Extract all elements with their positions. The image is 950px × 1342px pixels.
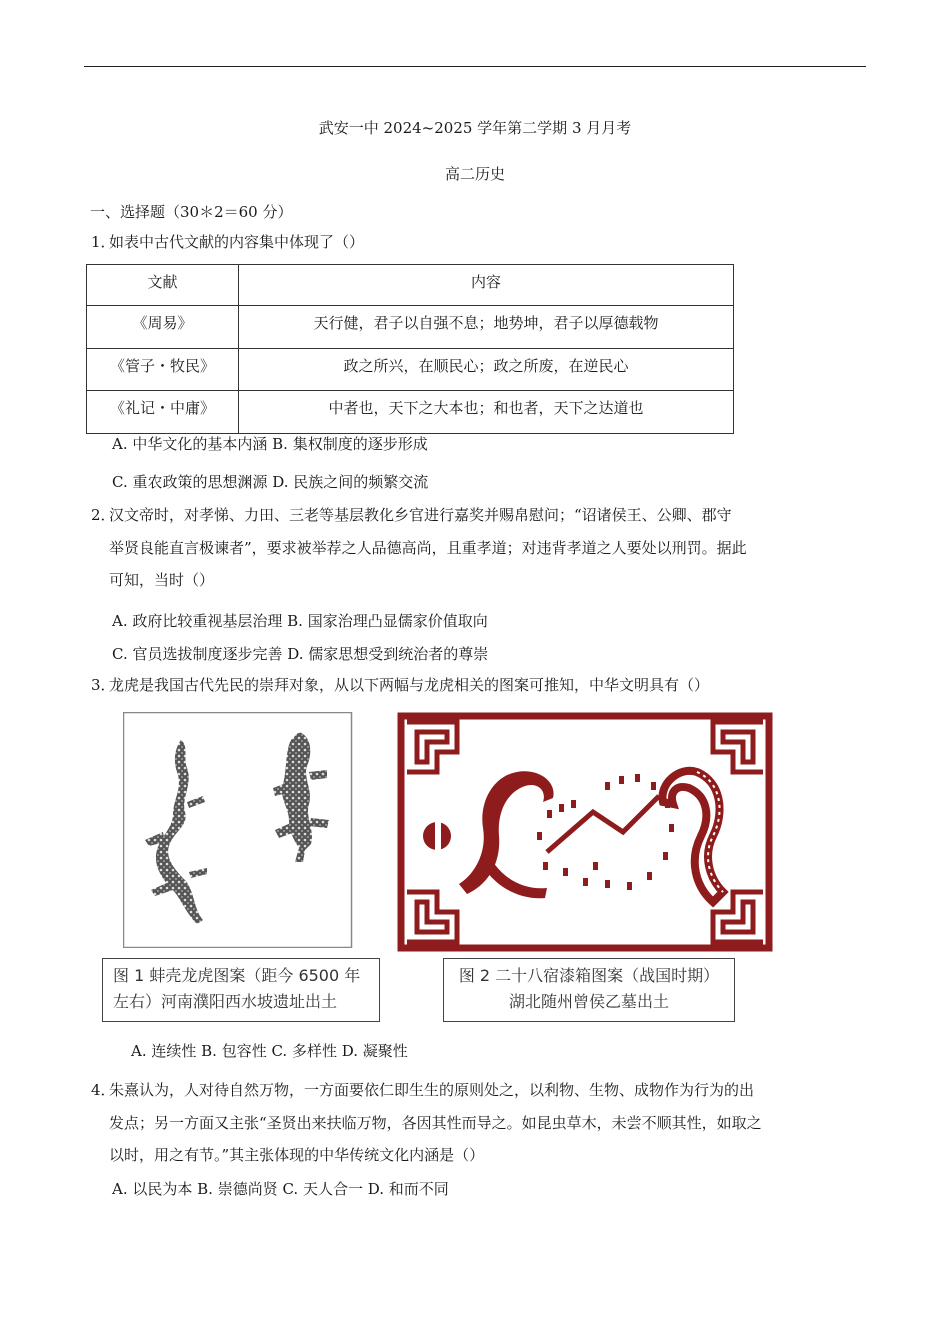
caption-line: 图 1 蚌壳龙虎图案（距今 6500 年: [113, 966, 361, 985]
table-cell: 《周易》: [87, 306, 239, 349]
figure-2-lacquer-box-image: [397, 712, 773, 952]
section-heading: 一、选择题（30＊2＝60 分）: [90, 203, 293, 221]
question-2-options-1: A. 政府比较重视基层治理 B. 国家治理凸显儒家价值取向: [112, 612, 488, 630]
caption-line: 左右）河南濮阳西水坡遗址出土: [113, 992, 338, 1011]
caption-line: 图 2 二十八宿漆箱图案（战国时期）: [458, 966, 720, 985]
figure-1-caption: [102, 958, 380, 1022]
question-1-options-2: C. 重农政策的思想渊源 D. 民族之间的频繁交流: [112, 473, 429, 491]
question-number: 2．: [91, 506, 116, 524]
question-text: 发点；另一方面又主张“圣贤出来扶临万物，各因其性而导之。如昆虫草木，未尝不顺其性，如取之: [109, 1113, 762, 1132]
literature-table: [86, 264, 734, 434]
table-cell: 天行健，君子以自强不息；地势坤，君子以厚德载物: [239, 306, 734, 349]
exam-title: 武安一中 2024~2025 学年第二学期 3 月月考: [318, 119, 632, 137]
question-4-stem: [91, 1074, 843, 1172]
table-cell: 中者也，天下之大本也；和也者，天下之达道也: [239, 391, 734, 434]
question-3-stem: [91, 669, 843, 702]
table-row: [87, 349, 734, 391]
header-rule: [84, 66, 866, 67]
table-cell: 《礼记・中庸》: [87, 391, 239, 434]
table-cell: 政之所兴，在顺民心；政之所废，在逆民心: [239, 349, 734, 391]
table-cell: 《管子・牧民》: [87, 349, 239, 391]
table-header-cell: 文献: [87, 265, 239, 306]
question-1-stem: [91, 226, 843, 259]
question-4-options: A. 以民为本 B. 崇德尚贤 C. 天人合一 D. 和而不同: [112, 1180, 449, 1198]
question-1-options-1: A. 中华文化的基本内涵 B. 集权制度的逐步形成: [112, 435, 428, 453]
exam-subject: 高二历史: [444, 165, 505, 183]
figure-1-dragon-tiger-image: [123, 712, 353, 948]
question-2-stem: [91, 499, 843, 597]
table-row: [87, 306, 734, 349]
question-text: 可知，当时（）: [109, 571, 215, 589]
question-2-options-2: C. 官员选拔制度逐步完善 D. 儒家思想受到统治者的尊崇: [112, 645, 489, 663]
question-3-options: A. 连续性 B. 包容性 C. 多样性 D. 凝聚性: [131, 1042, 408, 1060]
question-text: 朱熹认为，人对待自然万物，一方面要依仁即生生的原则处之，以利物、生物、成物作为行为的出: [109, 1081, 755, 1099]
question-text: 以时，用之有节。”其主张体现的中华传统文化内涵是（）: [109, 1146, 485, 1164]
question-text: 汉文帝时，对孝悌、力田、三老等基层教化乡官进行嘉奖并赐帛慰问；“诏诸侯王、公卿、郡守: [109, 506, 732, 524]
table-header-cell: 内容: [239, 265, 734, 306]
question-number: 1．: [91, 233, 116, 251]
question-text: 举贤良能直言极谏者”，要求被举荐之人品德高尚，且重孝道；对违背孝道之人要处以刑罚。据此: [109, 538, 747, 557]
question-text: 如表中古代文献的内容集中体现了（）: [109, 233, 365, 251]
caption-line: 湖北随州曾侯乙墓出土: [508, 992, 669, 1011]
question-number: 4．: [91, 1081, 116, 1099]
question-number: 3．: [91, 676, 116, 694]
table-row: [87, 391, 734, 434]
question-text: 龙虎是我国古代先民的崇拜对象，从以下两幅与龙虎相关的图案可推知，中华文明具有（）: [109, 676, 710, 694]
figure-2-caption: [443, 958, 735, 1022]
table-header-row: [87, 265, 734, 306]
